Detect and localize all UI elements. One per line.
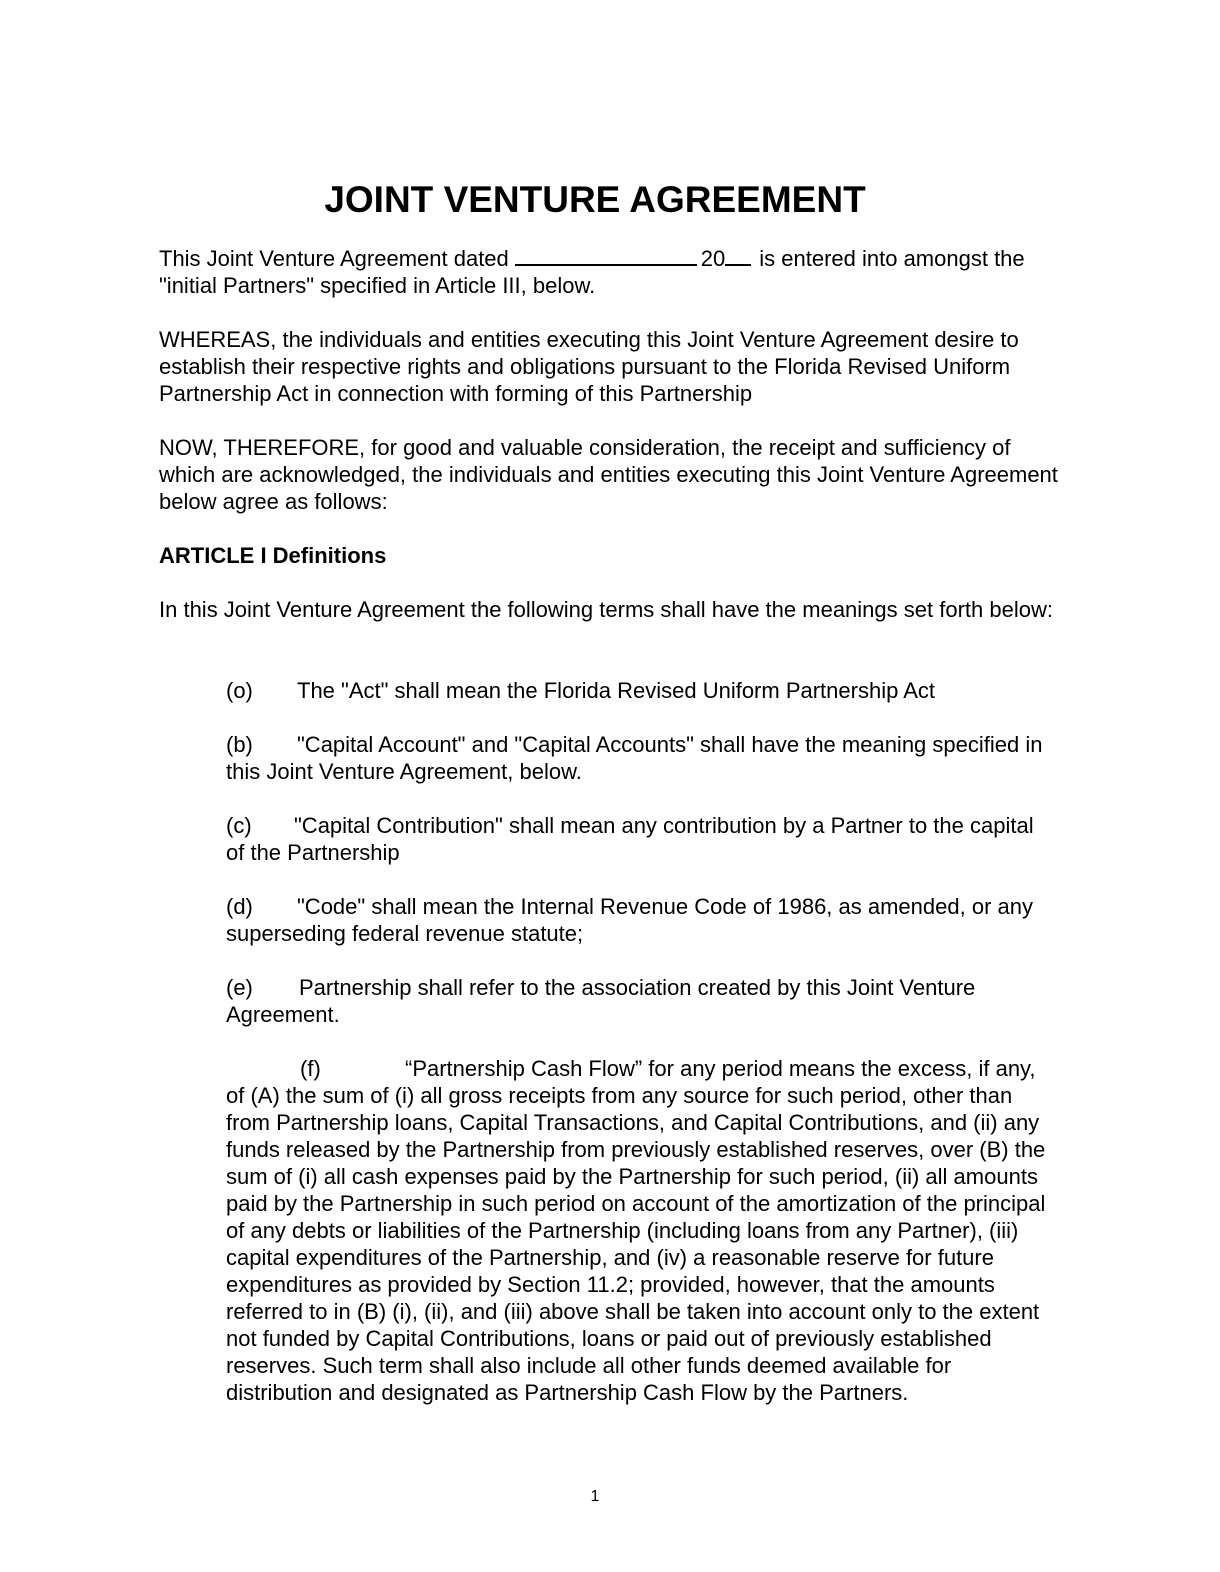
intro-paragraph bbox=[159, 245, 1059, 299]
definition-label: (e) bbox=[226, 975, 253, 1000]
definition-text: Partnership shall refer to the association created by this Joint Venture Agreement. bbox=[226, 975, 976, 1027]
definition-text: “Partnership Cash Flow” for any period means the excess, if any, of (A) the sum of (i) all gross receipts from any source for such period, other than from Partnership loans, Capital Transactions, and Capital Contributions, and (ii) any funds released by the Partnership from previously established reserves, over (B) the sum of (i) all cash expenses paid by the Partnership for such period, (ii) all amounts paid by the Partnership in such period on account of the amortization of the principal of any debts or liabilities of the Partnership (including loans from any Partner), (iii) capital expenditures of the Partnership, and (iv) a reasonable reserve for future expenditures as provided by Section 11.2; provided, however, that the amounts referred to in (B) (i), (ii), and (iii) above shall be taken into account only to the extent not funded by Capital Contributions, loans or paid out of previously established reserves. Such term shall also include all other funds deemed available for distribution and designated as Partnership Cash Flow by the Partners. bbox=[226, 1056, 1046, 1405]
whereas-paragraph: WHEREAS, the individuals and entities executing this Joint Venture Agreement desire to establish their respective rights and obligations pursuant to the Florida Revised Uniform Partnership Act in connection with forming of this Partnership bbox=[159, 327, 1019, 406]
definition-text: "Capital Contribution" shall mean any contribution by a Partner to the capital of the Partnership bbox=[226, 813, 1034, 865]
definition-item bbox=[226, 974, 1056, 1028]
intro-text-part1: This Joint Venture Agreement dated bbox=[159, 246, 509, 271]
definition-text: The "Act" shall mean the Florida Revised Uniform Partnership Act bbox=[297, 678, 935, 703]
page-number: 1 bbox=[590, 1488, 600, 1505]
definition-label: (b) bbox=[226, 732, 253, 757]
now-therefore-paragraph: NOW, THEREFORE, for good and valuable consideration, the receipt and sufficiency of which are acknowledged, the individuals and entities executing this Joint Venture Agreement below agree as follows: bbox=[159, 435, 1058, 514]
document-title: JOINT VENTURE AGREEMENT bbox=[324, 179, 866, 220]
definition-text: "Capital Account" and "Capital Accounts" shall have the meaning specified in this Joint Venture Agreement, below. bbox=[226, 732, 1043, 784]
definition-label: (c) bbox=[226, 813, 252, 838]
intro-year-prefix: 20 bbox=[700, 246, 726, 271]
definition-label: (f) bbox=[300, 1056, 321, 1081]
year-blank bbox=[725, 246, 751, 266]
definition-item bbox=[226, 731, 1056, 785]
definition-item bbox=[226, 677, 1056, 704]
definition-label: (d) bbox=[226, 894, 253, 919]
definition-text: "Code" shall mean the Internal Revenue Code of 1986, as amended, or any superseding federal revenue statute; bbox=[226, 894, 1033, 946]
article-1-heading: ARTICLE I Definitions bbox=[159, 543, 387, 568]
definition-label: (o) bbox=[226, 678, 253, 703]
intro-text-part2: is entered into amongst the "initial Partners" specified in Article III, below. bbox=[159, 246, 1025, 298]
article-1-intro: In this Joint Venture Agreement the following terms shall have the meanings set forth below: bbox=[159, 597, 1053, 622]
definition-item bbox=[226, 812, 1056, 866]
date-blank bbox=[515, 246, 697, 266]
definition-item bbox=[226, 893, 1056, 947]
definition-item bbox=[226, 1055, 1056, 1406]
